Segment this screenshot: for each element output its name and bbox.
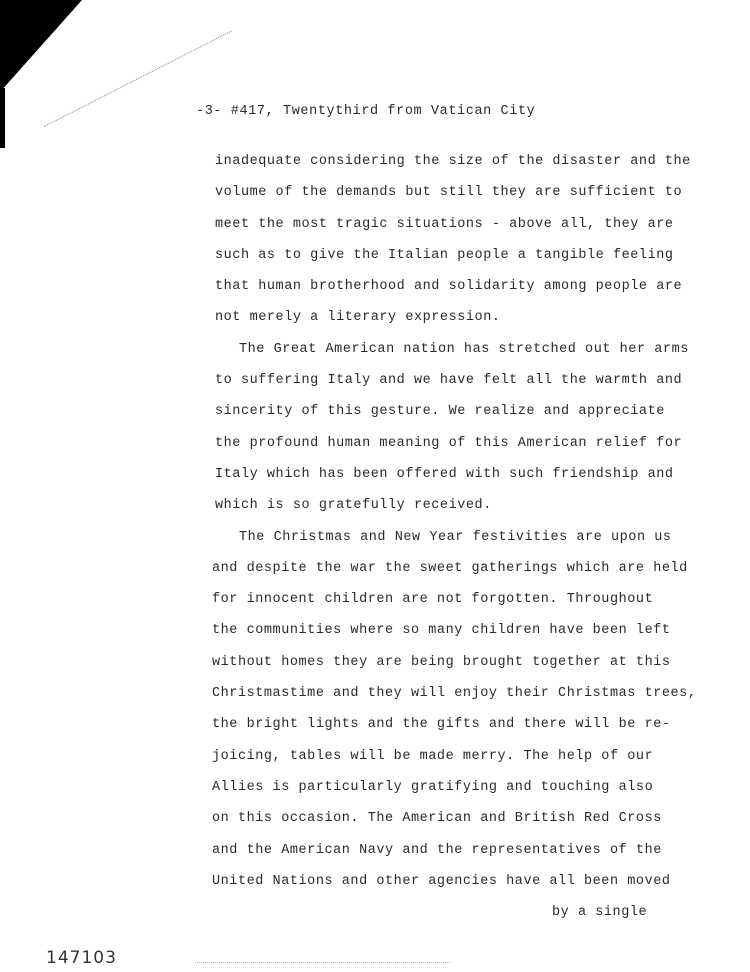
text-line: without homes they are being brought together at this [212, 654, 671, 670]
text-line: volume of the demands but still they are sufficient to [215, 185, 683, 201]
text-line: The Christmas and New Year festivities are upon us [239, 529, 672, 545]
document-body [212, 146, 727, 928]
text-line: not merely a literary expression. [215, 310, 501, 326]
text-line: The Great American nation has stretched out her arms [239, 341, 689, 357]
text-line: joicing, tables will be made merry. The help of our [212, 748, 654, 764]
text-line: the profound human meaning of this American relief for [215, 435, 683, 451]
text-line: sincerity of this gesture. We realize and appreciate [215, 404, 665, 420]
text-line: inadequate considering the size of the disaster and the [215, 154, 691, 169]
text-line: by a single [552, 905, 648, 921]
page-header: -3- #417, Twentythird from Vatican City [196, 104, 536, 119]
text-line: on this occasion. The American and British Red Cross [212, 811, 662, 827]
text-line: Italy which has been offered with such friendship and [215, 466, 674, 482]
text-line: the communities where so many children have been left [212, 623, 671, 639]
text-line: to suffering Italy and we have felt all the warmth and [215, 373, 683, 389]
text-line: meet the most tragic situations - above all, they are [215, 216, 674, 232]
text-line: Allies is particularly gratifying and touching also [212, 779, 654, 795]
text-line: United Nations and other agencies have all been moved [212, 873, 671, 889]
text-line: that human brotherhood and solidarity among people are [215, 279, 683, 295]
archive-stamp-number: 147103 [46, 948, 117, 968]
text-line: and despite the war the sweet gatherings which are held [212, 560, 688, 576]
page-corner-fold [0, 0, 82, 92]
text-line: Christmastime and they will enjoy their Christmas trees, [212, 686, 697, 702]
text-line: for innocent children are not forgotten. Throughout [212, 592, 654, 608]
scan-edge [0, 88, 5, 148]
text-line: and the American Navy and the representatives of the [212, 842, 662, 858]
text-line: the bright lights and the gifts and there will be re- [212, 717, 671, 733]
text-line: which is so gratefully received. [215, 498, 492, 514]
scan-artifact [195, 962, 450, 963]
text-line: such as to give the Italian people a tangible feeling [215, 247, 674, 263]
